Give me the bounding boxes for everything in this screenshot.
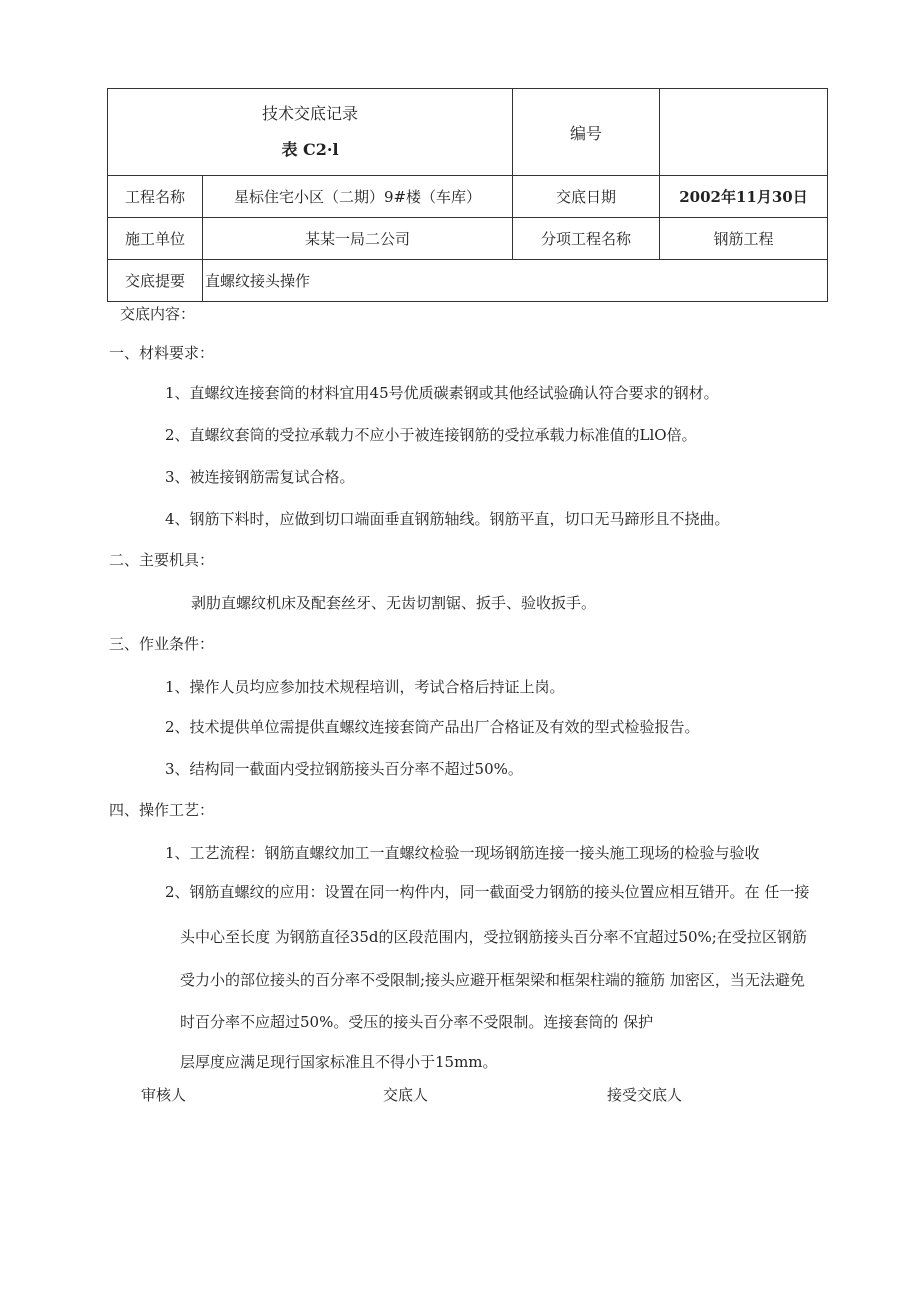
section3-item: 1、操作人员均应参加技术规程培训，考试合格后持证上岗。 [165, 678, 565, 696]
header-table [107, 88, 828, 302]
form-title: 技术交底记录 [261, 104, 358, 123]
section3-item: 3、结构同一截面内受拉钢筋接头百分率不超过50%。 [165, 760, 523, 778]
project-name-label-cell [107, 175, 203, 218]
section4-paragraph-line: 受力小的部位接头的百分率不受限制;接头应避开框架梁和框架柱端的箍筋 加密区，当无法避免 [180, 971, 805, 989]
section4-paragraph-line: 层厚度应满足现行国家标准且不得小于15mm。 [180, 1053, 498, 1071]
subitem-label-cell [512, 217, 660, 260]
section2-text: 剥肋直螺纹机床及配套丝牙、无齿切割锯、扳手、验收扳手。 [191, 594, 597, 612]
section2-heading: 二、主要机具： [109, 551, 215, 569]
section4-heading: 四、操作工艺： [109, 801, 215, 819]
unit-value: 某某一局二公司 [304, 230, 410, 248]
date-label-cell [512, 175, 660, 218]
unit-label: 施工单位 [124, 230, 185, 248]
form-title-cell [107, 88, 513, 176]
project-name-value-cell [202, 175, 513, 218]
summary-value: 直螺纹接头操作 [205, 272, 311, 290]
date-value: 2002年11月30日 [679, 188, 808, 206]
summary-label: 交底提要 [124, 272, 185, 290]
subitem-value: 钢筋工程 [713, 230, 774, 248]
unit-value-cell [202, 217, 513, 260]
subitem-label: 分项工程名称 [540, 230, 631, 248]
section3-item: 2、技术提供单位需提供直螺纹连接套筒产品出厂合格证及有效的型式检验报告。 [165, 718, 700, 736]
number-value-cell [659, 88, 828, 176]
section4-paragraph-line: 2、钢筋直螺纹的应用：设置在同一构件内，同一截面受力钢筋的接头位置应相互错开。在 任一接 [165, 883, 810, 901]
summary-value-cell [202, 259, 828, 302]
project-name-label: 工程名称 [124, 188, 185, 206]
form-table-no: 表 C2·l [281, 140, 339, 159]
number-label: 编号 [569, 123, 602, 143]
section1-item: 3、被连接钢筋需复试合格。 [165, 468, 355, 486]
section1-item: 1、直螺纹连接套筒的材料宜用45号优质碳素钢或其他经试验确认符合要求的钢材。 [165, 384, 719, 402]
summary-label-cell [107, 259, 203, 302]
subitem-value-cell [659, 217, 828, 260]
number-label-cell [512, 88, 660, 176]
signature-presenter-label: 交底人 [383, 1086, 429, 1104]
signature-reviewer-label: 审核人 [141, 1086, 187, 1104]
section1-item: 4、钢筋下料时，应做到切口端面垂直钢筋轴线。钢筋平直，切口无马蹄形且不挠曲。 [165, 510, 730, 528]
project-name-value: 星标住宅小区（二期）9#楼（车库） [233, 188, 482, 206]
date-value-cell [659, 175, 828, 218]
section1-item: 2、直螺纹套筒的受拉承载力不应小于被连接钢筋的受拉承载力标准值的LlO倍。 [165, 426, 697, 444]
signature-receiver-label: 接受交底人 [607, 1086, 683, 1104]
section4-paragraph-line: 时百分率不应超过50%。受压的接头百分率不受限制。连接套筒的 保护 [180, 1013, 654, 1031]
section4-item: 1、工艺流程：钢筋直螺纹加工一直螺纹检验一现场钢筋连接一接头施工现场的检验与验收 [165, 844, 760, 862]
date-label: 交底日期 [555, 188, 616, 206]
content-intro: 交底内容： [120, 305, 196, 323]
section3-heading: 三、作业条件： [109, 635, 215, 653]
unit-label-cell [107, 217, 203, 260]
section4-paragraph-line: 头中心至长度 为钢筋直径35d的区段范围内，受拉钢筋接头百分率不宜超过50%;在受拉区钢筋 [180, 928, 807, 946]
section1-heading: 一、材料要求： [109, 344, 215, 362]
